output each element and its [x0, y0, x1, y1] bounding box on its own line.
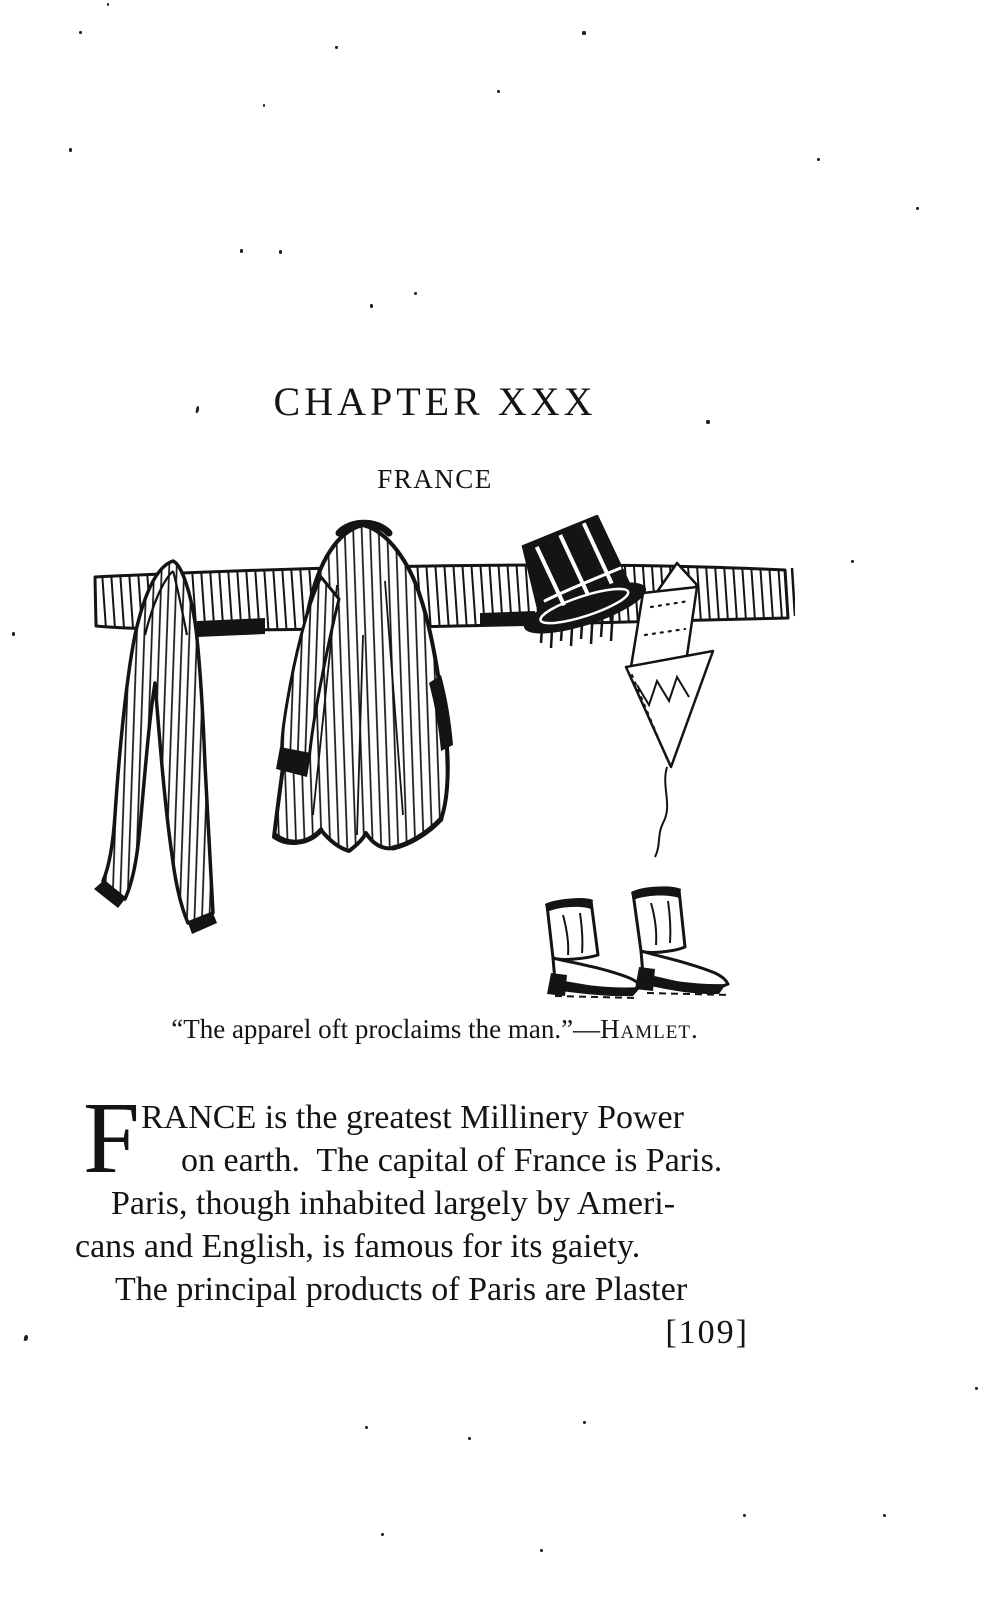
clothes-rack-illustration — [85, 515, 795, 1000]
scan-speck — [743, 1514, 746, 1517]
body-line: on earth. The capital of France is Paris. — [181, 1142, 723, 1179]
scan-speck — [582, 31, 586, 35]
scan-speck — [365, 1426, 368, 1429]
scan-speck — [370, 304, 373, 308]
chapter-title: CHAPTER XXX — [273, 379, 597, 424]
body-line: cans and English, is famous for its gaiety. — [75, 1228, 641, 1265]
boots-illustration — [545, 887, 730, 998]
scan-speck — [69, 148, 72, 152]
body-line: Paris, though inhabited largely by Ameri- — [111, 1185, 676, 1222]
scan-speck — [497, 90, 500, 93]
scan-speck — [583, 1421, 586, 1424]
body-text — [75, 1082, 805, 1354]
scan-speck — [975, 1387, 978, 1390]
page-number: [109] — [665, 1314, 749, 1351]
body-line: The principal products of Paris are Plaster — [115, 1271, 688, 1308]
scan-speck — [916, 207, 919, 210]
scan-speck — [335, 46, 338, 49]
scan-speck — [79, 31, 82, 34]
section-title: FRANCE — [377, 464, 493, 494]
scan-speck — [279, 250, 282, 254]
drop-cap: F — [83, 1082, 140, 1195]
scan-speck — [263, 104, 265, 107]
scan-speck — [468, 1437, 471, 1440]
caption-source: Hamlet. — [600, 1014, 699, 1044]
scan-speck — [414, 292, 417, 295]
body-line: RANCE is the greatest Millinery Power — [141, 1099, 684, 1136]
scan-speck — [883, 1514, 886, 1517]
illustration-caption — [75, 1014, 795, 1045]
scan-speck — [107, 3, 109, 6]
scan-speck — [540, 1549, 543, 1552]
scan-speck — [817, 158, 820, 161]
scan-speck — [24, 1335, 29, 1341]
scan-speck — [706, 420, 710, 424]
scan-speck — [12, 632, 15, 636]
scan-speck — [851, 560, 854, 563]
scan-speck — [240, 249, 243, 253]
scan-speck — [381, 1533, 384, 1536]
caption-quote: “The apparel oft proclaims the man.”— — [171, 1014, 601, 1044]
